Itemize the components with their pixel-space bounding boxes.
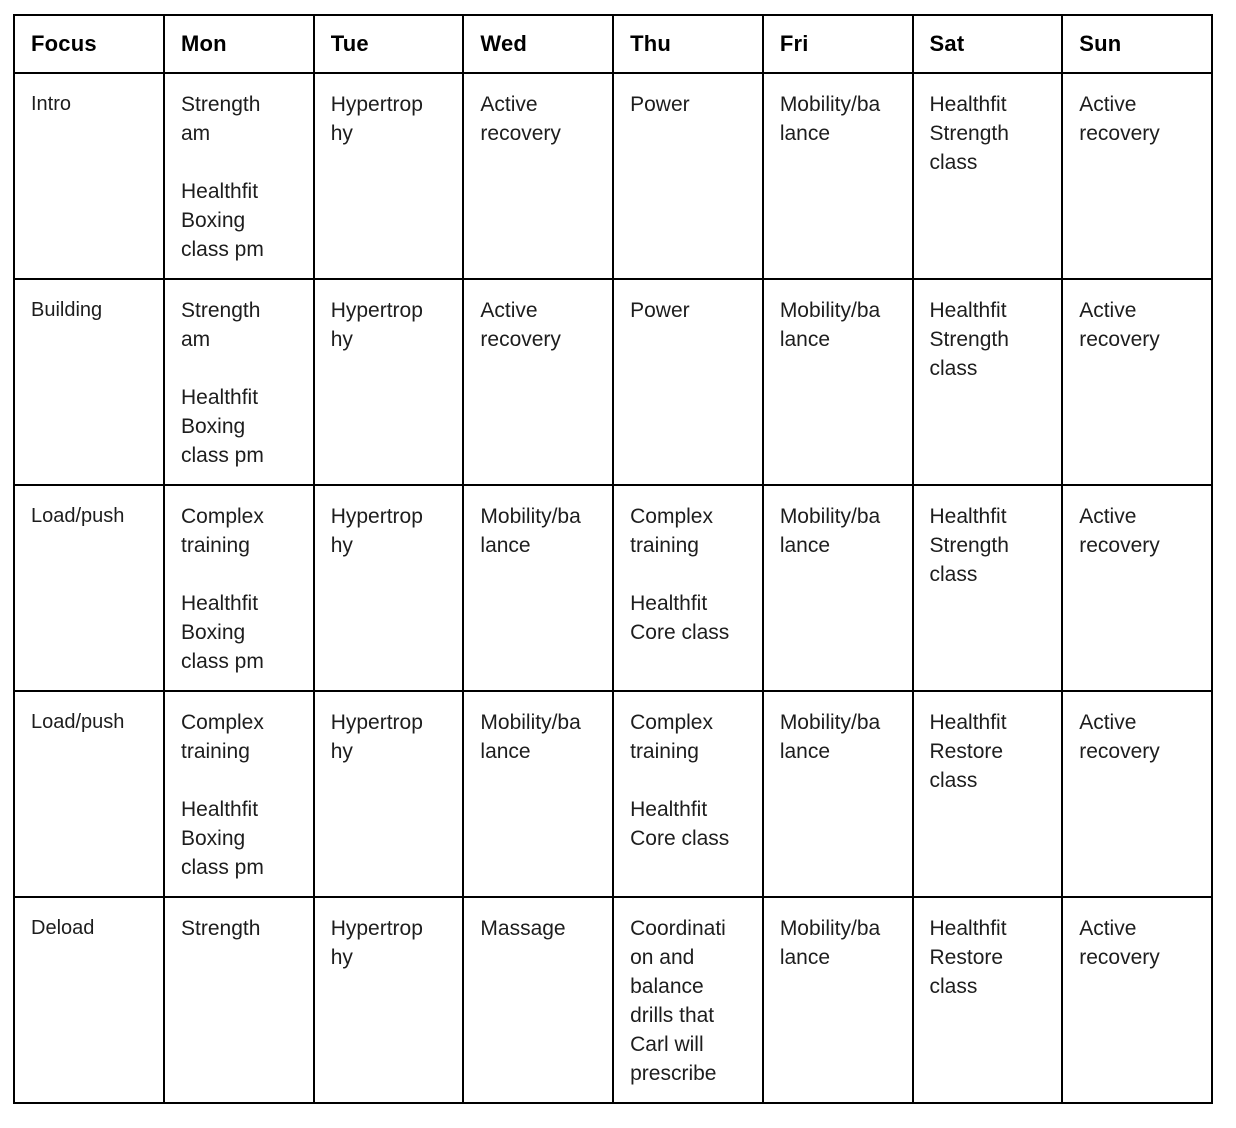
schedule-cell-mon xyxy=(164,691,314,897)
cell-paragraph: Hypertrophy xyxy=(330,711,423,763)
row-focus-label: Deload xyxy=(14,897,164,1103)
schedule-cell-sun xyxy=(1062,691,1212,897)
schedule-cell-fri xyxy=(763,73,913,279)
cell-paragraph: Complex training xyxy=(630,505,713,557)
column-header-sun: Sun xyxy=(1062,15,1212,73)
cell-paragraph: Strength am xyxy=(181,93,261,145)
schedule-cell-wed xyxy=(463,691,613,897)
header-row xyxy=(14,15,1212,73)
cell-paragraph: Healthfit Strength class xyxy=(929,299,1009,380)
cell-paragraph: Healthfit Strength class xyxy=(929,93,1009,174)
schedule-row xyxy=(14,485,1212,691)
cell-paragraph: Mobility/balance xyxy=(779,917,881,969)
cell-paragraph: Mobility/balance xyxy=(779,711,881,763)
schedule-cell-sun xyxy=(1062,485,1212,691)
cell-paragraph: Complex training xyxy=(181,711,264,763)
cell-paragraph: Massage xyxy=(480,917,566,940)
schedule-cell-sat xyxy=(913,897,1063,1103)
schedule-row xyxy=(14,73,1212,279)
cell-paragraph: Complex training xyxy=(181,505,264,557)
schedule-row xyxy=(14,897,1212,1103)
schedule-cell-wed xyxy=(463,73,613,279)
schedule-cell-mon xyxy=(164,73,314,279)
cell-paragraph: Healthfit Restore class xyxy=(929,917,1007,998)
schedule-row xyxy=(14,691,1212,897)
cell-paragraph: Hypertrophy xyxy=(330,299,423,351)
column-header-tue: Tue xyxy=(314,15,464,73)
schedule-cell-thu xyxy=(613,691,763,897)
cell-paragraph: Mobility/balance xyxy=(779,505,881,557)
column-header-thu: Thu xyxy=(613,15,763,73)
schedule-cell-tue xyxy=(314,485,464,691)
cell-paragraph: Mobility/balance xyxy=(779,299,881,351)
schedule-cell-tue xyxy=(314,279,464,485)
schedule-cell-sat xyxy=(913,691,1063,897)
schedule-cell-sun xyxy=(1062,279,1212,485)
schedule-cell-fri xyxy=(763,897,913,1103)
schedule-cell-mon xyxy=(164,485,314,691)
schedule-cell-wed xyxy=(463,897,613,1103)
schedule-cell-tue xyxy=(314,691,464,897)
schedule-cell-fri xyxy=(763,691,913,897)
cell-paragraph: Active recovery xyxy=(1079,711,1160,763)
cell-paragraph: Mobility/balance xyxy=(779,93,881,145)
row-focus-label: Intro xyxy=(14,73,164,279)
schedule-cell-sat xyxy=(913,73,1063,279)
cell-paragraph: Healthfit Core class xyxy=(630,592,730,644)
schedule-cell-thu xyxy=(613,73,763,279)
column-header-mon: Mon xyxy=(164,15,314,73)
column-header-fri: Fri xyxy=(763,15,913,73)
schedule-cell-mon xyxy=(164,897,314,1103)
schedule-cell-wed xyxy=(463,485,613,691)
cell-paragraph: Healthfit Restore class xyxy=(929,711,1007,792)
cell-paragraph: Strength xyxy=(181,917,261,940)
weekly-training-schedule-table xyxy=(13,14,1213,1104)
schedule-cell-thu xyxy=(613,279,763,485)
cell-paragraph: Healthfit Boxing class pm xyxy=(181,386,264,467)
schedule-cell-fri xyxy=(763,279,913,485)
column-header-focus: Focus xyxy=(14,15,164,73)
cell-paragraph: Active recovery xyxy=(1079,93,1160,145)
schedule-cell-sun xyxy=(1062,897,1212,1103)
cell-paragraph: Hypertrophy xyxy=(330,505,423,557)
cell-paragraph: Coordination and balance drills that Carl will prescribe xyxy=(630,917,726,1085)
schedule-cell-thu xyxy=(613,485,763,691)
column-header-sat: Sat xyxy=(913,15,1063,73)
cell-paragraph: Strength am xyxy=(181,299,261,351)
cell-paragraph: Active recovery xyxy=(1079,917,1160,969)
cell-paragraph: Active recovery xyxy=(1079,299,1160,351)
schedule-cell-wed xyxy=(463,279,613,485)
cell-paragraph: Mobility/balance xyxy=(480,505,581,557)
schedule-cell-mon xyxy=(164,279,314,485)
schedule-cell-tue xyxy=(314,73,464,279)
cell-paragraph: Power xyxy=(630,299,690,322)
row-focus-label: Load/push xyxy=(14,691,164,897)
cell-paragraph: Healthfit Boxing class pm xyxy=(181,180,264,261)
column-header-wed: Wed xyxy=(463,15,613,73)
row-focus-label: Building xyxy=(14,279,164,485)
cell-paragraph: Active recovery xyxy=(480,299,561,351)
cell-paragraph: Active recovery xyxy=(1079,505,1160,557)
cell-paragraph: Healthfit Boxing class pm xyxy=(181,798,264,879)
schedule-cell-fri xyxy=(763,485,913,691)
row-focus-label: Load/push xyxy=(14,485,164,691)
cell-paragraph: Mobility/balance xyxy=(480,711,581,763)
cell-paragraph: Hypertrophy xyxy=(330,93,423,145)
cell-paragraph: Complex training xyxy=(630,711,713,763)
schedule-cell-thu xyxy=(613,897,763,1103)
schedule-cell-sat xyxy=(913,485,1063,691)
cell-paragraph: Healthfit Strength class xyxy=(929,505,1009,586)
cell-paragraph: Power xyxy=(630,93,690,116)
cell-paragraph: Healthfit Boxing class pm xyxy=(181,592,264,673)
cell-paragraph: Active recovery xyxy=(480,93,561,145)
schedule-cell-tue xyxy=(314,897,464,1103)
cell-paragraph: Hypertrophy xyxy=(330,917,423,969)
schedule-cell-sat xyxy=(913,279,1063,485)
schedule-cell-sun xyxy=(1062,73,1212,279)
schedule-row xyxy=(14,279,1212,485)
cell-paragraph: Healthfit Core class xyxy=(630,798,730,850)
